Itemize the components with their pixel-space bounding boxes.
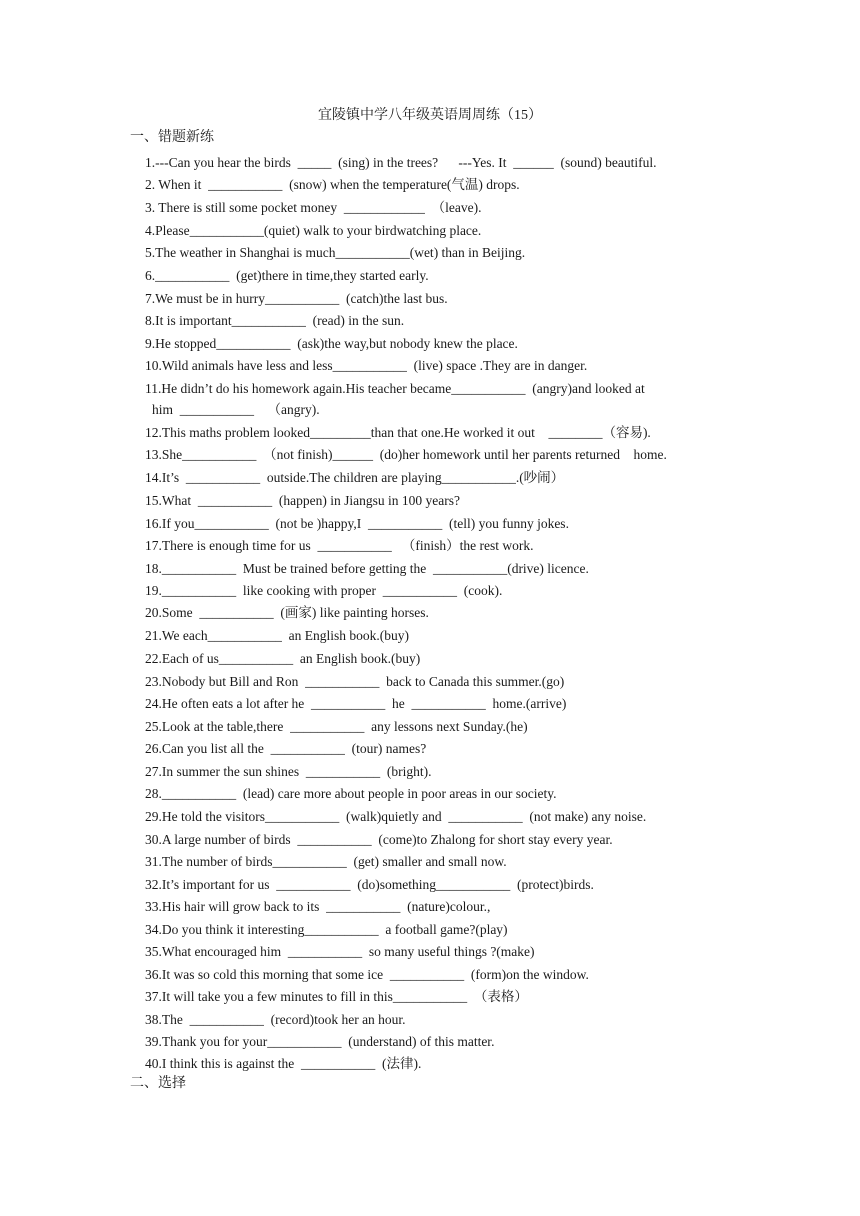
question-1: 1.---Can you hear the birds _____ (sing) in the trees? ---Yes. It ______ (sound) beautiful. xyxy=(145,155,657,170)
question-33: 33.His hair will grow back to its ___________ (nature)colour., xyxy=(145,899,491,914)
question-19: 19.___________ like cooking with proper ___________ (cook). xyxy=(145,583,503,598)
section-heading-1: 一、错题新练 xyxy=(130,130,214,145)
question-27: 27.In summer the sun shines ___________ (bright). xyxy=(145,764,432,779)
question-20: 20.Some ___________ (画家) like painting horses. xyxy=(145,605,429,620)
question-28: 28.___________ (lead) care more about people in poor areas in our society. xyxy=(145,786,557,801)
question-17: 17.There is enough time for us ___________ （finish）the rest work. xyxy=(145,538,534,553)
question-34: 34.Do you think it interesting___________ a football game?(play) xyxy=(145,922,508,937)
question-25: 25.Look at the table,there ___________ any lessons next Sunday.(he) xyxy=(145,719,528,734)
question-11: 11.He didn’t do his homework again.His teacher became___________ (angry)and looked at xyxy=(145,381,645,396)
question-30: 30.A large number of birds ___________ (come)to Zhalong for short stay every year. xyxy=(145,832,613,847)
question-3: 3. There is still some pocket money ____________ （leave). xyxy=(145,200,482,215)
question-16: 16.If you___________ (not be )happy,I ___________ (tell) you funny jokes. xyxy=(145,516,569,531)
question-15: 15.What ___________ (happen) in Jiangsu in 100 years? xyxy=(145,493,460,508)
question-36: 36.It was so cold this morning that some ice ___________ (form)on the window. xyxy=(145,967,589,982)
question-14: 14.It’s ___________ outside.The children are playing___________.(吵闹） xyxy=(145,470,565,485)
question-40: 40.I think this is against the ___________ (法律). xyxy=(145,1056,422,1071)
question-32: 32.It’s important for us ___________ (do)something___________ (protect)birds. xyxy=(145,877,594,892)
question-13: 13.She___________ （not finish)______ (do)her homework until her parents returned home. xyxy=(145,447,667,462)
question-7: 7.We must be in hurry___________ (catch)the last bus. xyxy=(145,291,448,306)
section-heading-2: 二、选择 xyxy=(130,1076,186,1091)
question-5: 5.The weather in Shanghai is much___________(wet) than in Beijing. xyxy=(145,245,526,260)
question-8: 8.It is important___________ (read) in the sun. xyxy=(145,313,405,328)
question-31: 31.The number of birds___________ (get) smaller and small now. xyxy=(145,854,507,869)
question-39: 39.Thank you for your___________ (understand) of this matter. xyxy=(145,1034,495,1049)
question-37: 37.It will take you a few minutes to fill in this___________ （表格） xyxy=(145,989,528,1004)
question-6: 6.___________ (get)there in time,they started early. xyxy=(145,268,429,283)
question-26: 26.Can you list all the ___________ (tour) names? xyxy=(145,741,427,756)
question-18: 18.___________ Must be trained before getting the ___________(drive) licence. xyxy=(145,561,589,576)
question-2: 2. When it ___________ (snow) when the temperature(气温) drops. xyxy=(145,177,520,192)
question-22: 22.Each of us___________ an English book.(buy) xyxy=(145,651,421,666)
question-38: 38.The ___________ (record)took her an hour. xyxy=(145,1012,406,1027)
question-35: 35.What encouraged him ___________ so many useful things ?(make) xyxy=(145,944,535,959)
question-21: 21.We each___________ an English book.(buy) xyxy=(145,628,409,643)
question-10: 10.Wild animals have less and less___________ (live) space .They are in danger. xyxy=(145,358,588,373)
page-title: 宜陵镇中学八年级英语周周练（15） xyxy=(318,108,542,123)
question-4: 4.Please___________(quiet) walk to your birdwatching place. xyxy=(145,223,482,238)
question-29: 29.He told the visitors___________ (walk)quietly and ___________ (not make) any noise. xyxy=(145,809,647,824)
question-12: 12.This maths problem looked_________than that one.He worked it out ________（容易). xyxy=(145,425,651,440)
question-23: 23.Nobody but Bill and Ron ___________ back to Canada this summer.(go) xyxy=(145,674,565,689)
question-24: 24.He often eats a lot after he ___________ he ___________ home.(arrive) xyxy=(145,696,567,711)
question-11-continued: him ___________ （angry). xyxy=(152,402,320,417)
question-9: 9.He stopped___________ (ask)the way,but nobody knew the place. xyxy=(145,336,518,351)
